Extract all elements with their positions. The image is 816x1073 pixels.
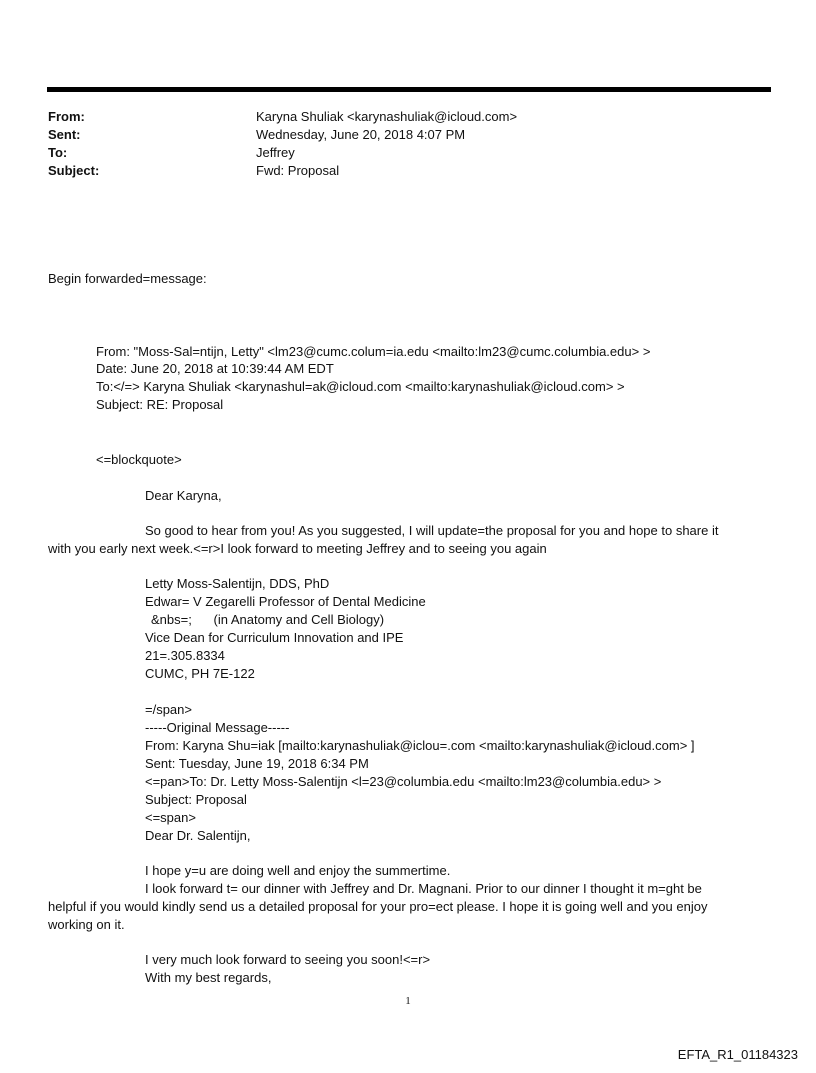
signature-role: Vice Dean for Curriculum Innovation and IPE xyxy=(145,630,404,645)
reply-paragraph: So good to hear from you! As you suggested, I will update=the proposal for you and hope to share it xyxy=(145,523,719,538)
orig-subject-line: Subject: Proposal xyxy=(145,792,247,807)
from-value: Karyna Shuliak <karynashuliak@icloud.com> xyxy=(256,109,518,124)
fwd-subject-line: Subject: RE: Proposal xyxy=(96,397,224,412)
fwd-to-line: To:</=> Karyna Shuliak <karynashul=ak@icloud.com <mailto:karynashuliak@icloud.com> > xyxy=(96,379,625,394)
to-label: To: xyxy=(48,145,68,160)
begin-forwarded-line: Begin forwarded=message: xyxy=(48,271,207,286)
greeting: Dear Karyna, xyxy=(145,488,222,503)
subject-value: Fwd: Proposal xyxy=(256,163,340,178)
forward-line-cont: helpful if you would kindly send us a detailed proposal for your pro=ect please. I hope it is going well and you enjoy xyxy=(48,899,708,914)
sent-label: Sent: xyxy=(48,127,81,142)
orig-from-line: From: Karyna Shu=iak [mailto:karynashuliak@iclou=.com <mailto:karynashuliak@icloud.com> ] xyxy=(145,738,695,753)
forward-line-end: working on it. xyxy=(48,917,125,932)
hope-line: I hope y=u are doing well and enjoy the summertime. xyxy=(145,863,451,878)
blockquote-tag: <=blockquote> xyxy=(96,452,182,467)
span-close-tag: =/span> xyxy=(145,702,192,717)
soon-line: I very much look forward to seeing you soon!<=r> xyxy=(145,952,431,967)
fwd-from-line: From: "Moss-Sal=ntijn, Letty" <lm23@cumc.colum=ia.edu <mailto:lm23@cumc.columbia.edu> > xyxy=(96,344,651,359)
subject-label: Subject: xyxy=(48,163,100,178)
original-message-divider: -----Original Message----- xyxy=(145,720,290,735)
signature-name: Letty Moss-Salentijn, DDS, PhD xyxy=(145,576,330,591)
orig-greeting: Dear Dr. Salentijn, xyxy=(145,828,251,843)
signature-dept: &nbs=; (in Anatomy and Cell Biology) xyxy=(151,612,385,627)
forward-line: I look forward t= our dinner with Jeffrey and Dr. Magnani. Prior to our dinner I thought it m=ght be xyxy=(145,881,702,896)
orig-span-tag: <=span> xyxy=(145,810,196,825)
to-value: Jeffrey xyxy=(256,145,295,160)
page-number: 1 xyxy=(405,995,411,1007)
bates-number: EFTA_R1_01184323 xyxy=(677,1047,798,1062)
header-divider xyxy=(47,87,771,92)
regards-line: With my best regards, xyxy=(145,970,272,985)
sent-value: Wednesday, June 20, 2018 4:07 PM xyxy=(256,127,466,142)
signature-office: CUMC, PH 7E-122 xyxy=(145,666,255,681)
orig-to-line: <=pan>To: Dr. Letty Moss-Salentijn <l=23@columbia.edu <mailto:lm23@columbia.edu> > xyxy=(145,774,662,789)
signature-title: Edwar= V Zegarelli Professor of Dental Medicine xyxy=(145,594,426,609)
fwd-date-line: Date: June 20, 2018 at 10:39:44 AM EDT xyxy=(96,361,334,376)
orig-sent-line: Sent: Tuesday, June 19, 2018 6:34 PM xyxy=(145,756,369,771)
from-label: From: xyxy=(48,109,85,124)
reply-paragraph-cont: with you early next week.<=r>I look forward to meeting Jeffrey and to seeing you again xyxy=(48,541,547,556)
signature-phone: 21=.305.8334 xyxy=(145,648,225,663)
